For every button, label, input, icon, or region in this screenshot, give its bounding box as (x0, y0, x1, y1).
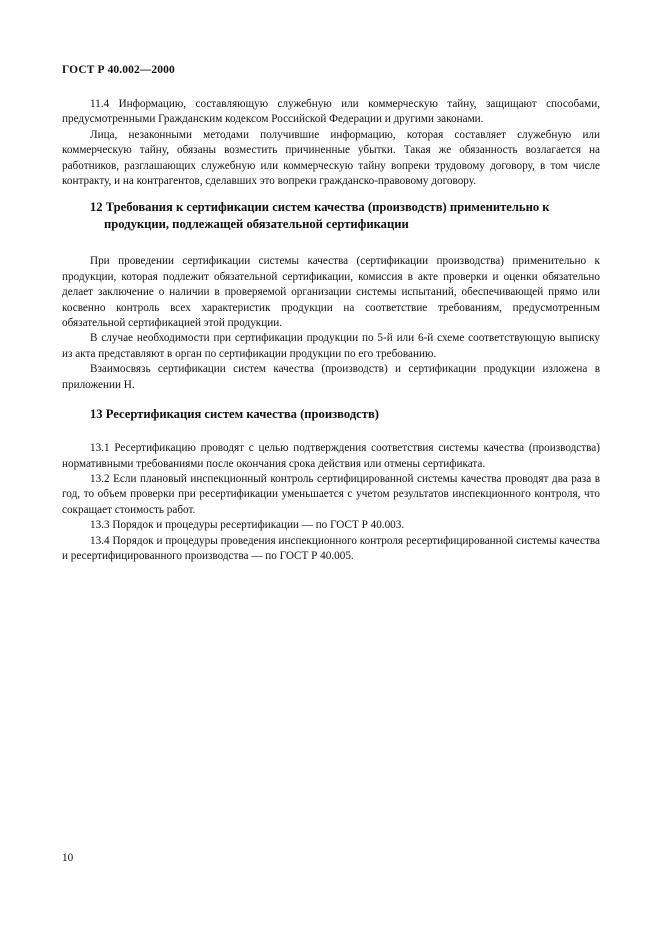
section-12-heading (62, 199, 600, 233)
paragraph-13-1: 13.1 Ресертификацию проводят с целью подтверждения соответствия системы качества (производства) нормативными требованиями после окончания срока действия или отмены сертификата. (62, 442, 600, 470)
document-body (62, 97, 600, 564)
paragraph-12-3: Взаимосвязь сертификации систем качества (производств) и сертификации продукции изложена в приложении Н. (62, 363, 600, 391)
section-12-heading-line1: 12 Требования к сертификации систем качества (производств) применительно к (90, 200, 550, 215)
paragraph-13-4: 13.4 Порядок и процедуры проведения инспекционного контроля ресертифицированной системы качества и ресертифицированного производства — по ГОСТ Р 40.005. (62, 534, 600, 562)
page-number: 10 (62, 852, 74, 864)
paragraph-11-4: 11.4 Информацию, составляющую служебную или коммерческую тайну, защищают способами, предусмотренными Гражданским кодексом Российской Федерации и другими законами. (62, 98, 600, 126)
paragraph-13-3: 13.3 Порядок и процедуры ресертификации — по ГОСТ Р 40.003. (90, 519, 405, 532)
paragraph-12-1: При проведении сертификации системы качества (сертификации производства) применительно к продукции, которая подлежит обязательной сертификации, комиссия в акте проверки и оценки обязательно делает заключение о наличии в проверяемой организации системы испытаний, обеспечивающей прямо или косвенно контроль всех характеристик продукции на соответствие требованиям, предусмотренным обязательной сертификацией этой продукции. (62, 255, 600, 330)
section-12-heading-line2: продукции, подлежащей обязательной сертификации (104, 217, 409, 232)
document-code-header: ГОСТ Р 40.002—2000 (62, 64, 175, 76)
paragraph-11-4-cont: Лица, незаконными методами получившие информацию, которая составляет служебную или коммерческую тайну, обязаны возместить причиненные убытки. Такая же обязанность возлагается на работников, разглашающих служебную или коммерческую тайну вопреки трудовому договору, в том числе контракту, и на контрагентов, сделавших это вопреки гражданско-правовому договору. (62, 128, 600, 188)
section-13-heading: 13 Ресертификация систем качества (производств) (90, 407, 379, 422)
paragraph-13-2: 13.2 Если плановый инспекционный контроль сертифицированной системы качества проводят два раза в год, то объем проверки при ресертификации уменьшается с учетом результатов инспекционного контроля, что сокращает стоимость работ. (62, 472, 600, 516)
paragraph-12-2: В случае необходимости при сертификации продукции по 5-й или 6-й схеме соответствующую выписку из акта представляют в орган по сертификации продукции по его требованию. (62, 332, 600, 360)
